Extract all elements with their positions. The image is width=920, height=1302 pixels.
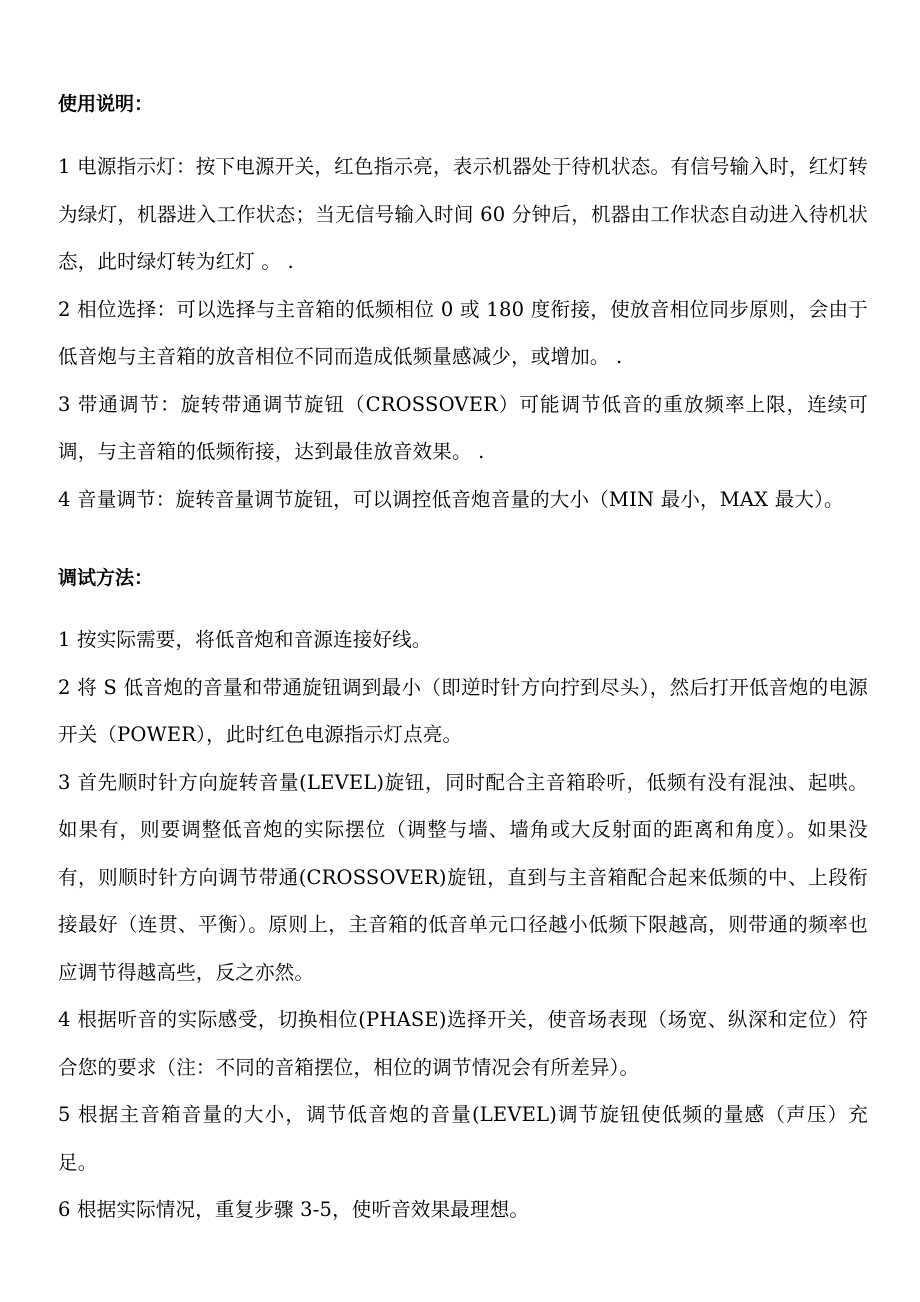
paragraph-crossover: 3 带通调节：旋转带通调节旋钮（CROSSOVER）可能调节低音的重放频率上限，连续可调，与主音箱的低频衔接，达到最佳放音效果。 .	[58, 392, 868, 463]
paragraph-step-3: 3 首先顺时针方向旋转音量(LEVEL)旋钮，同时配合主音箱聆听，低频有没有混浊、起哄。如果有，则要调整低音炮的实际摆位（调整与墙、墙角或大反射面的距离和角度）。如果没有，则顺时针方向调节带通(CROSSOVER)旋钮，直到与主音箱配合起来低频的中、上段衔接最好（连贯、平衡）。原则上，主音箱的低音单元口径越小低频下限越高，则带通的频率也应调节得越高些，反之亦然。	[58, 770, 868, 984]
paragraph-step-1: 1 按实际需要，将低音炮和音源连接好线。	[58, 628, 432, 651]
paragraph-step-4: 4 根据听音的实际感受，切换相位(PHASE)选择开关，使音场表现（场宽、纵深和定位）符合您的要求（注：不同的音箱摆位，相位的调节情况会有所差异）。	[58, 1008, 868, 1079]
section-usage	[58, 143, 868, 523]
paragraph-step-5: 5 根据主音箱音量的大小，调节低音炮的音量(LEVEL)调节旋钮使低频的量感（声压）充足。	[58, 1103, 868, 1174]
section-heading-tuning: 调试方法：	[58, 567, 154, 589]
section-tuning	[58, 616, 868, 1234]
paragraph-step-6: 6 根据实际情况，重复步骤 3-5，使听音效果最理想。	[58, 1198, 530, 1221]
paragraph-power-indicator: 1 电源指示灯：按下电源开关，红色指示亮，表示机器处于待机状态。有信号输入时，红灯转为绿灯，机器进入工作状态；当无信号输入时间 60 分钟后，机器由工作状态自动进入待机状态，此时绿灯转为红灯 。 .	[58, 155, 868, 273]
paragraph-volume: 4 音量调节：旋转音量调节旋钮，可以调控低音炮音量的大小（MIN 最小，MAX 最大）。	[58, 487, 844, 511]
paragraph-step-2: 2 将 S 低音炮的音量和带通旋钮调到最小（即逆时针方向拧到尽头），然后打开低音炮的电源开关（POWER），此时红色电源指示灯点亮。	[58, 675, 868, 746]
paragraph-phase-select: 2 相位选择：可以选择与主音箱的低频相位 0 或 180 度衔接，使放音相位同步原则，会由于低音炮与主音箱的放音相位不同而造成低频量感减少，或增加。 .	[58, 297, 868, 368]
section-heading-usage: 使用说明：	[58, 93, 154, 115]
